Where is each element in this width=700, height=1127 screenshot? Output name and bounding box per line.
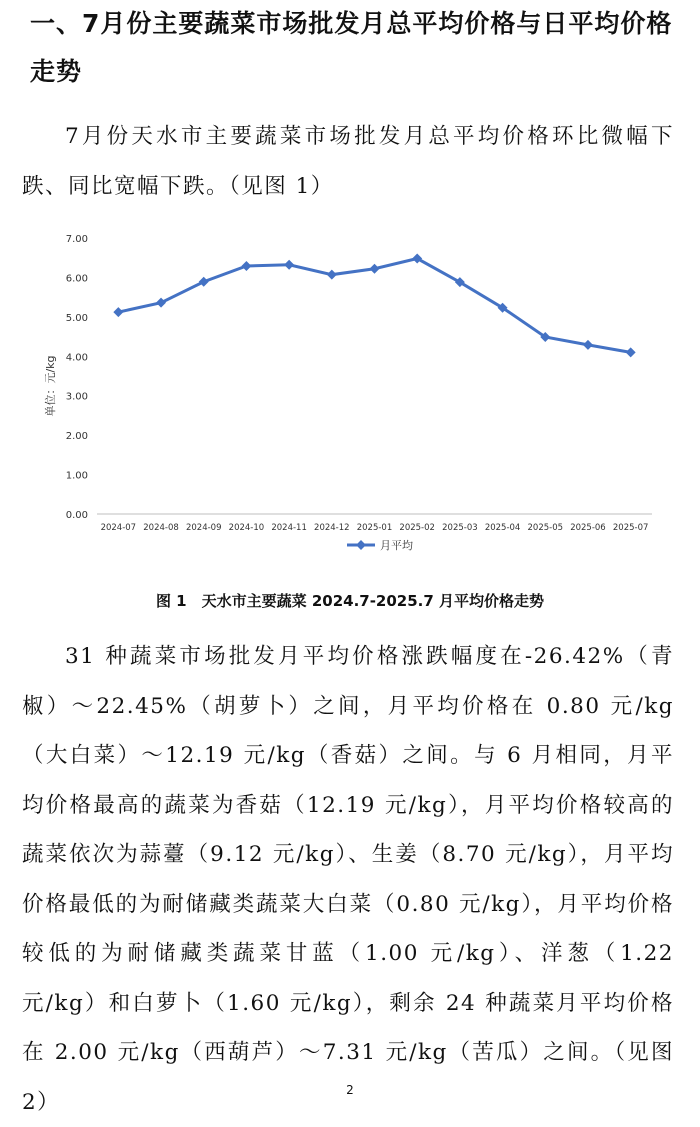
legend-marker-swatch <box>356 540 366 550</box>
line-chart-svg <box>42 222 662 562</box>
data-point-marker <box>370 264 380 274</box>
x-tick-label: 2024-12 <box>314 523 350 533</box>
x-tick-label: 2024-11 <box>271 523 307 533</box>
data-point-marker <box>199 277 209 287</box>
y-tick-label: 0.00 <box>65 510 88 521</box>
x-tick-label: 2025-04 <box>484 523 521 533</box>
data-point-marker <box>626 347 636 357</box>
y-tick-label: 5.00 <box>65 312 88 324</box>
legend-label: 月平均 <box>380 539 413 552</box>
detail-paragraph: 31 种蔬菜市场批发月平均价格涨跌幅度在-26.42%（青椒）～22.45%（胡萝卜）之间，月平均价格在 0.80 元/kg（大白菜）～12.19 元/kg（香菇）之间。与 6 月相同，月平均价格最高的蔬菜为香菇（12.19 元/kg），月平均价格较高的蔬菜依次为蒜薹（9.12 元/kg）、生姜（8.70 元/kg），月平均价格最低的为耐储藏类蔬菜大白菜（0.80 元/kg），月平均价格较低的为耐储藏类蔬菜甘蓝（1.00 元/kg）、洋葱（1.22 元/kg）和白萝卜（1.60 元/kg），剩余 24 种蔬菜月平均价格在 2.00 元/kg（西葫芦）～7.31 元/kg（苦瓜）之间。（见图 2） <box>22 644 674 1115</box>
x-tick-label: 2025-07 <box>612 523 649 533</box>
data-point-marker <box>583 340 593 350</box>
x-tick-label: 2024-10 <box>228 523 265 533</box>
x-tick-label: 2024-09 <box>185 523 222 533</box>
price-trend-chart <box>42 222 662 562</box>
section-heading: 一、7月份主要蔬菜市场批发月总平均价格与日平均价格走势 <box>30 9 673 86</box>
page-number: 2 <box>346 1083 354 1097</box>
data-point-marker <box>156 298 166 308</box>
y-tick-label: 3.00 <box>65 391 88 403</box>
data-point-marker <box>284 260 294 270</box>
data-point-marker <box>241 261 251 271</box>
y-tick-label: 2.00 <box>65 431 88 443</box>
y-axis-title: 单位：元/kg <box>44 355 57 417</box>
x-tick-label: 2025-05 <box>527 523 564 533</box>
y-tick-label: 1.00 <box>65 470 88 482</box>
x-tick-label: 2025-06 <box>570 523 606 533</box>
x-tick-label: 2024-07 <box>100 523 137 533</box>
y-tick-label: 6.00 <box>65 273 88 285</box>
data-point-marker <box>113 307 123 317</box>
x-tick-label: 2025-03 <box>442 523 478 533</box>
figure-caption: 图 1 天水市主要蔬菜 2024.7-2025.7 月平均价格走势 <box>155 592 545 610</box>
x-tick-label: 2025-02 <box>399 523 435 533</box>
x-tick-label: 2025-01 <box>356 523 393 533</box>
intro-paragraph: 7月份天水市主要蔬菜市场批发月总平均价格环比微幅下跌、同比宽幅下跌。（见图 1） <box>22 124 674 199</box>
chart-legend <box>347 538 413 552</box>
x-tick-label: 2024-08 <box>143 523 179 533</box>
data-point-marker <box>327 270 337 280</box>
y-tick-label: 7.00 <box>65 234 88 245</box>
y-tick-label: 4.00 <box>65 352 88 364</box>
